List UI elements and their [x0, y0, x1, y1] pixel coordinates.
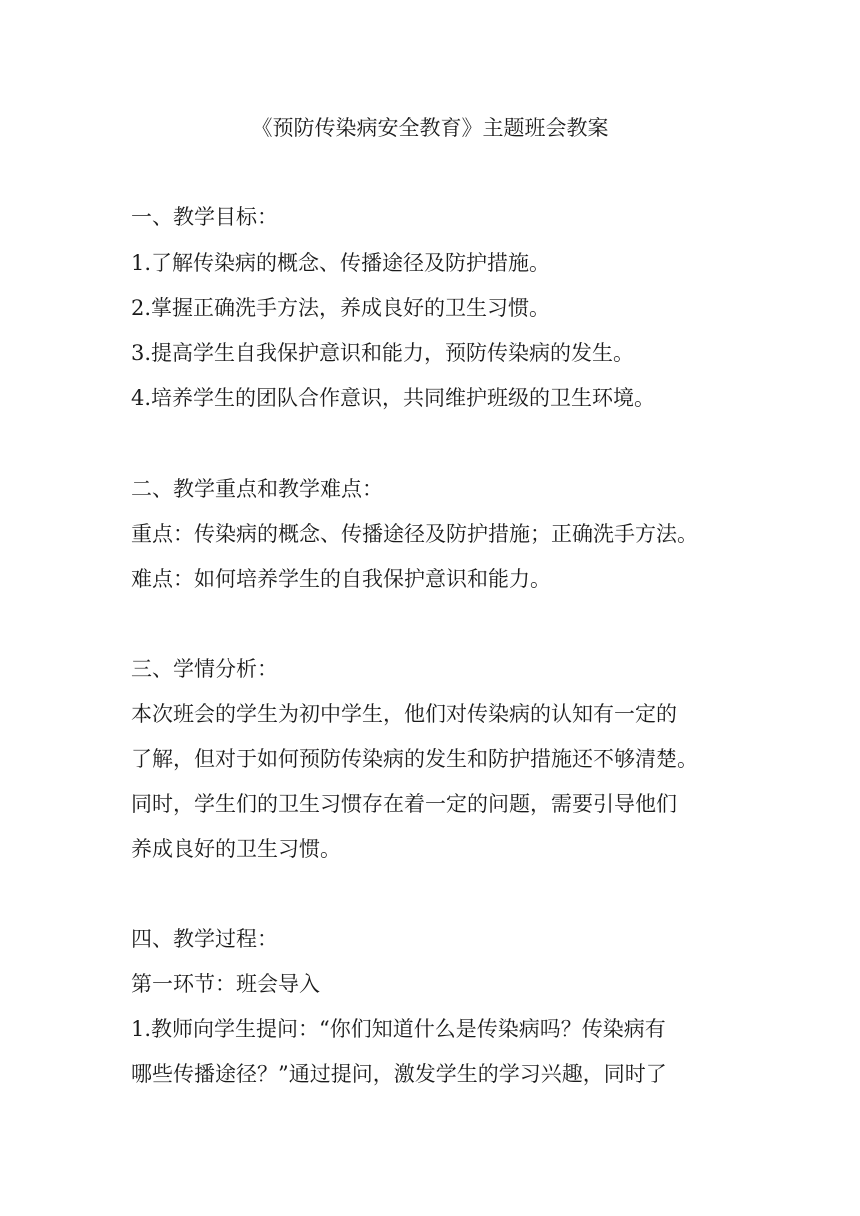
document-title: 《预防传染病安全教育》主题班会教案 — [251, 116, 609, 140]
section3-line-3: 同时，学生们的卫生习惯存在着一定的问题，需要引导他们 — [131, 792, 677, 816]
section4-line-2: 哪些传播途径？”通过提问，激发学生的学习兴趣，同时了 — [131, 1062, 667, 1086]
section3-heading: 三、学情分析： — [131, 657, 278, 681]
section2-line-1: 重点：传染病的概念、传播途径及防护措施；正确洗手方法。 — [131, 522, 698, 546]
section4-subheading: 第一环节：班会导入 — [131, 972, 320, 996]
section3-line-1: 本次班会的学生为初中学生，他们对传染病的认知有一定的 — [131, 702, 677, 726]
section4-heading: 四、教学过程： — [131, 927, 278, 951]
section1-heading: 一、教学目标： — [131, 205, 278, 229]
section3-line-2: 了解，但对于如何预防传染病的发生和防护措施还不够清楚。 — [131, 747, 698, 771]
section4-line-1: 1.教师向学生提问：“你们知道什么是传染病吗？传染病有 — [131, 1017, 666, 1041]
section3-line-4: 养成良好的卫生习惯。 — [131, 837, 341, 861]
section1-item-1: 1.了解传染病的概念、传播途径及防护措施。 — [131, 251, 551, 275]
section1-item-3: 3.提高学生自我保护意识和能力，预防传染病的发生。 — [131, 341, 635, 365]
section1-item-4: 4.培养学生的团队合作意识，共同维护班级的卫生环境。 — [131, 386, 656, 410]
section2-line-2: 难点：如何培养学生的自我保护意识和能力。 — [131, 567, 551, 591]
section1-item-2: 2.掌握正确洗手方法，养成良好的卫生习惯。 — [131, 296, 551, 320]
section2-heading: 二、教学重点和教学难点： — [131, 477, 383, 501]
